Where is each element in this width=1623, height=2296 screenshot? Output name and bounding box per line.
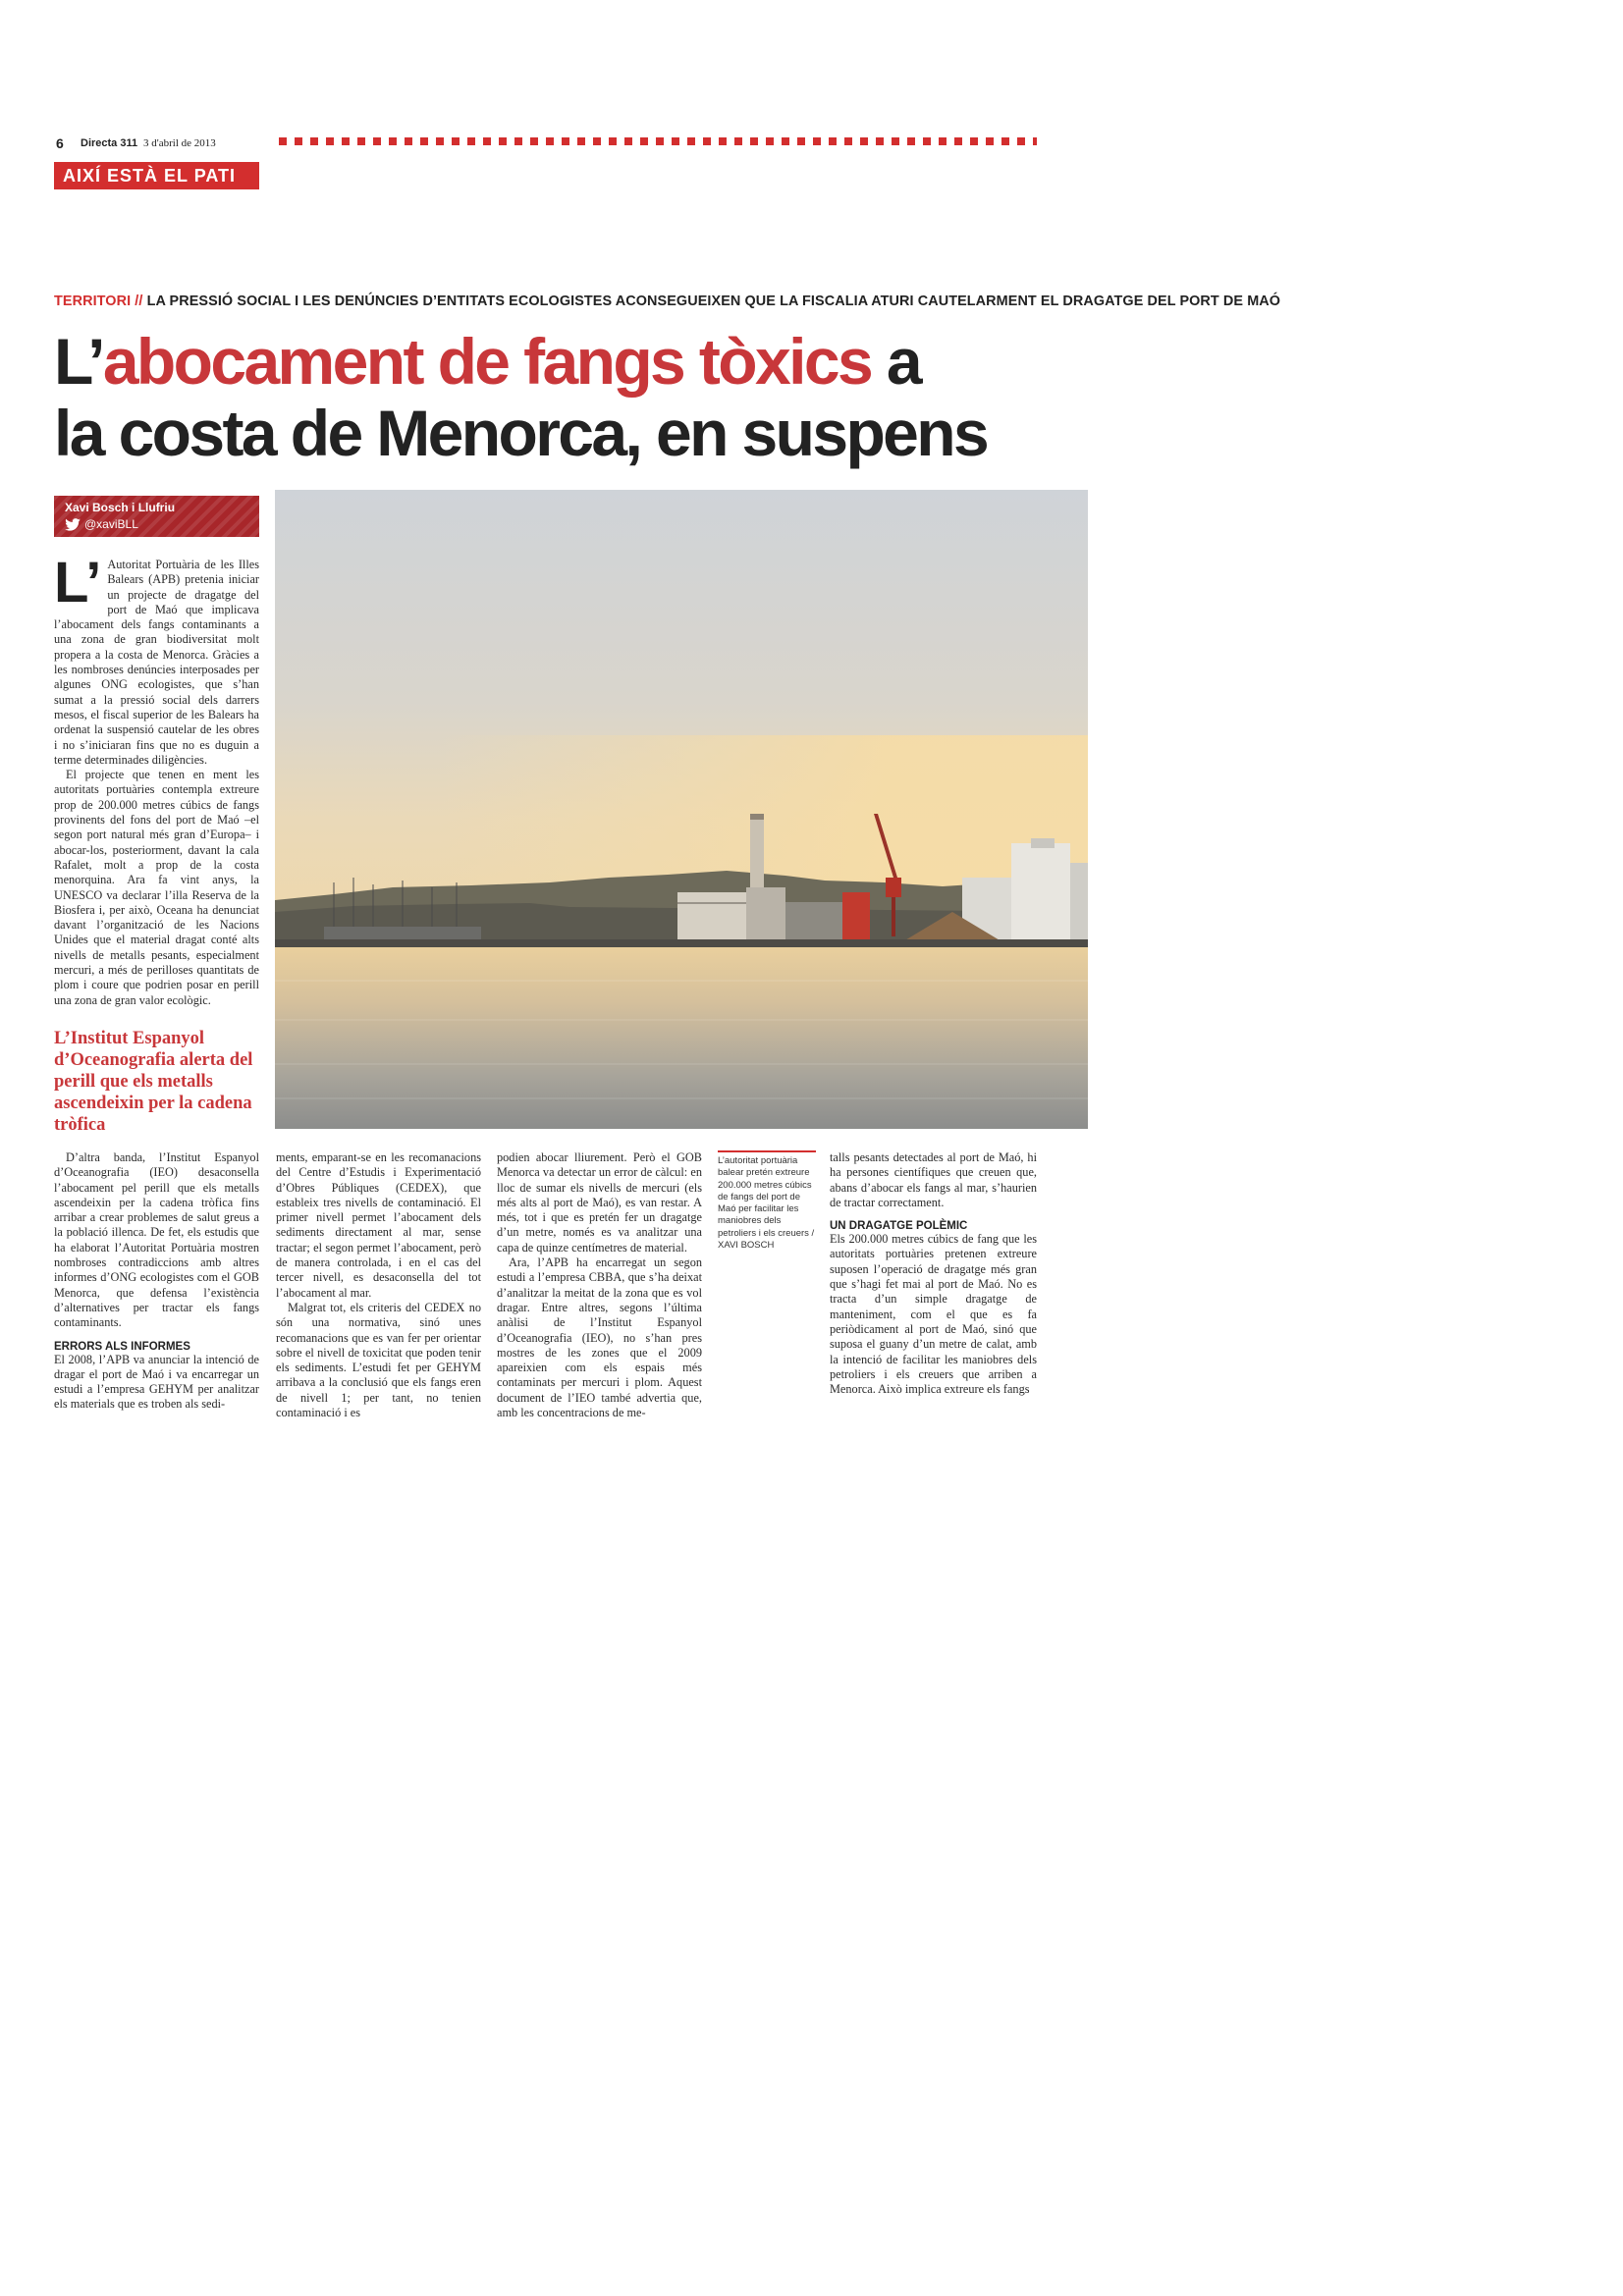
author-name: Xavi Bosch i Llufriu [65, 501, 176, 514]
headline-start: L’ [54, 325, 103, 398]
page-number: 6 [56, 135, 64, 151]
section-heading-errors: ERRORS ALS INFORMES [54, 1340, 190, 1353]
column-1-lower [54, 1150, 259, 1413]
author-handle-text: @xaviBLL [84, 517, 138, 531]
column-3 [497, 1150, 702, 1420]
kicker-text: LA PRESSIÓ SOCIAL I LES DENÚNCIES D’ENTITATS ECOLOGISTES ACONSEGUEIXEN QUE LA FISCALIA ATURI CAUTELARMENT EL DRAGATGE DEL PORT DE MAÓ [146, 294, 1281, 309]
kicker-tag: TERRITORI // [54, 294, 143, 309]
headline-line2: la costa de Menorca, en suspens [54, 397, 988, 469]
headline [54, 326, 1085, 469]
paragraph-8: Ara, l’APB ha encarregat un segon estudi a l’empresa CBBA, que s’ha deixat d’analitzar la meitat de la zona que es vol dragar. Entre altres, segons l’última anàlisi de l’Institut Espanyol d’Oceanografia (IEO), no s’han pres mostres de les zones que el 2009 apareixien com els espais més contaminats per mercuri i plom. Aquest document de l’IEO també advertia que, amb les concentracions de me- [497, 1255, 702, 1420]
kicker [54, 294, 1281, 309]
column-2 [276, 1150, 481, 1420]
drop-cap: L’ [54, 551, 102, 614]
paragraph-2: El projecte que tenen en ment les autoritats portuàries contempla extreure prop de 200.000 metres cúbics de fangs provinents del fons del port de Maó –el segon port natural més gran d’Europa– i abocar-los, posteriorment, davant la cala Rafalet, molt a prop de la costa menorquina. Ara fa vint anys, la UNESCO va declarar l’illa Reserva de la Biosfera i, per això, Oceana ha denunciat davant l’organització de les Nacions Unides que el material dragat conté alts nivells de metalls pesants, especialment mercuri, a més de perilloses quantitats de plom i coure que podrien posar en perill una zona de gran valor ecològic. [54, 768, 259, 1007]
subheading: L’Institut Espanyol d’Oceanografia alerta del perill que els metalls ascendeixin per la cadena tròfica [54, 1029, 253, 1135]
section-heading-dredging: UN DRAGATGE POLÈMIC [830, 1220, 968, 1233]
paragraph-5: ments, emparant-se en les recomanacions del Centre d’Estudis i Experimentació d’Obres Públiques (CEDEX), que estableix tres nivells de contaminació. El primer nivell permet l’abocament dels sediments directament al mar, sense tractar; el segon permet l’abocament, però de manera controlada, i en el cas del tercer nivell, es desaconsella del tot l’abocament al mar. [276, 1150, 481, 1300]
paragraph-9: talls pesants detectades al port de Maó, hi ha persones científiques que creuen que, abans d’abocar els fangs al mar, s’haurien de tractar correctament. [830, 1150, 1037, 1209]
column-1 [54, 551, 259, 1008]
paragraph-10: Els 200.000 metres cúbics de fang que les autoritats portuàries pretenen extreure suposen l’operació de dragatge més gran que s’hagi fet mai al port de Maó. No es tracta d’un simple dragatge de manteniment, com el que es fa periòdicament al port de Maó, sinó que suposa el guany d’un metre de calat, amb la intenció de facilitar les maniobres dels petroliers i els creuers que arriben a Menorca. Això implica extreure els fangs [830, 1232, 1037, 1397]
paragraph-1: Autoritat Portuària de les Illes Balears (APB) pretenia iniciar un projecte de dragatge del port de Maó que implicava l’abocament dels fangs contaminants a una zona de gran biodiversitat molt propera a la costa de Menorca. Gràcies a les nombroses denúncies interposades per algunes ONG ecologistes, que s’han sumat a la pressió social dels darrers mesos, el fiscal superior de les Balears ha ordenat la suspensió cautelar de les obres i no s’iniciaran fins que no es duguin a terme determinades diligències. [54, 558, 259, 767]
photo-caption: L’autoritat portuària balear pretén extreure 200.000 metres cúbics de fangs del port de Maó per facilitar les maniobres dels petroliers i els creuers / XAVI BOSCH [718, 1150, 816, 1252]
twitter-bird-icon [65, 518, 81, 531]
section-label: AIXÍ ESTÀ EL PATI [54, 162, 259, 189]
headline-mid: a [886, 325, 920, 398]
author-handle[interactable] [65, 517, 138, 531]
harbour-photo [275, 490, 1088, 1129]
header-dashed-rule [279, 137, 1037, 145]
issue-date: 3 d'abril de 2013 [143, 137, 216, 149]
column-4 [830, 1150, 1037, 1397]
paragraph-7: podien abocar lliurement. Però el GOB Menorca va detectar un error de càlcul: en lloc de sumar els nivells de mercuri (els més alts al port de Maó), es van restar. A més, tot i que es pretén fer un dragatge d’un metre, només es va analitzar una capa de quinze centímetres de material. [497, 1150, 702, 1255]
headline-highlight: abocament de fangs tòxics [102, 325, 872, 398]
byline-box [54, 496, 259, 537]
paragraph-6: Malgrat tot, els criteris del CEDEX no són una normativa, sinó unes recomanacions que es van fer per orientar sobre el nivell de toxicitat que poden tenir els sediments. L’estudi fet per GEHYM arribava a la conclusió que els fangs eren de nivell 1; per tant, no tenien contaminació i es [276, 1300, 481, 1420]
paragraph-3: D’altra banda, l’Institut Espanyol d’Oceanografia (IEO) desaconsella l’abocament pel perill que els metalls ascendeixin per la cadena tròfica fins arribar a crear problemes de salut greus a la població illenca. De fet, els estudis que ha elaborat l’Autoritat Portuària mostren nombroses contradiccions amb altres informes d’ONG ecologistes com el GOB Menorca, que defensa l’existència d’alternatives per tractar els fangs contaminants. [54, 1150, 259, 1330]
publication-name: Directa 311 [81, 137, 138, 149]
paragraph-4: El 2008, l’APB va anunciar la intenció de dragar el port de Maó i va encarregar un estudi a l’empresa GEHYM per analitzar els materials que es troben als sedi- [54, 1352, 259, 1412]
